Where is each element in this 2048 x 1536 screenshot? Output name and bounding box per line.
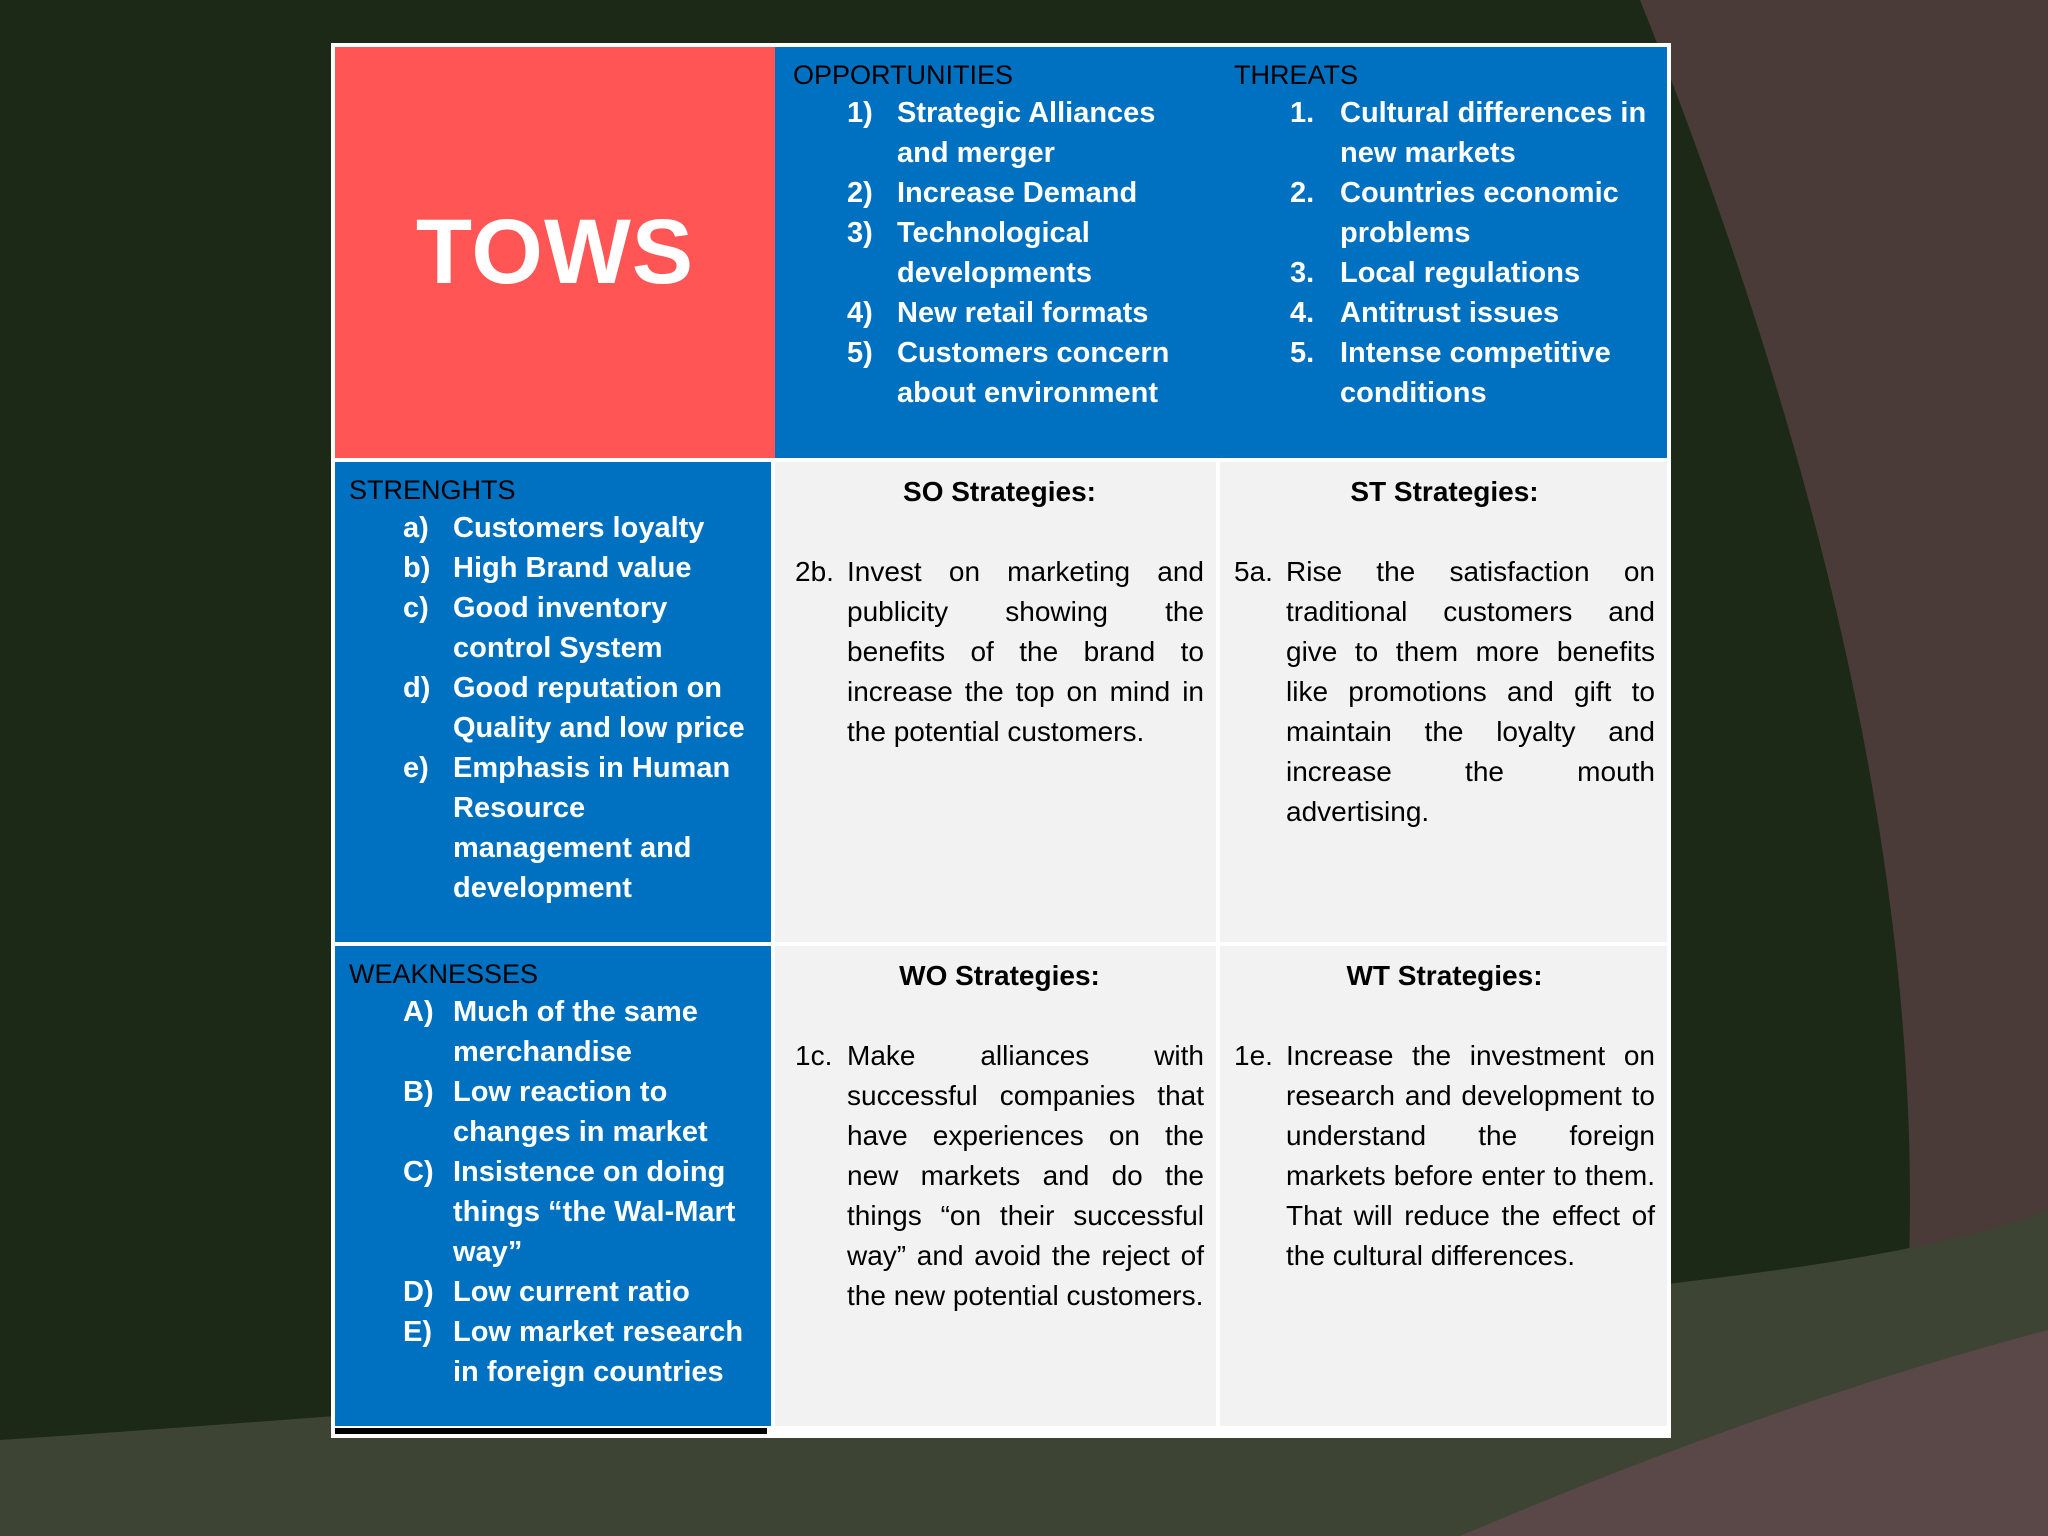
title-cell	[335, 47, 775, 458]
list-item: 4. Antitrust issues	[1290, 297, 1560, 329]
opportunities-cell	[775, 47, 1220, 458]
wt-strategies-title: WT Strategies:	[1346, 960, 1543, 991]
list-item: 5) Customers concern about environment	[847, 337, 1170, 409]
threats-cell	[1220, 47, 1667, 458]
list-item: a) Customers loyalty	[403, 512, 705, 544]
list-item: D) Low current ratio	[403, 1276, 690, 1308]
opportunities-heading: OPPORTUNITIES	[793, 60, 1014, 90]
weaknesses-cell	[335, 946, 771, 1426]
list-item: e) Emphasis in Human Resource management and development	[403, 752, 731, 904]
st-strategies-cell	[1220, 462, 1667, 942]
weaknesses-heading: WEAKNESSES	[349, 959, 539, 989]
list-item: 1) Strategic Alliances and merger	[847, 97, 1156, 169]
list-item: 3. Local regulations	[1290, 257, 1581, 289]
list-item: A) Much of the same merchandise	[403, 996, 698, 1068]
opportunities-list	[793, 93, 1210, 413]
strengths-list	[349, 508, 761, 908]
st-strategy-text: 5a. Rise the satisfaction on traditional customers and give to them more benefits like promotions and gift to maintain the loyalty and increase the mouth advertising.	[1234, 556, 1655, 827]
list-item: d) Good reputation on Quality and low price	[403, 672, 745, 744]
weaknesses-list	[349, 992, 761, 1392]
strengths-cell	[335, 462, 771, 942]
so-strategies-cell	[775, 462, 1216, 942]
so-strategy-text: 2b. Invest on marketing and publicity showing the benefits of the brand to increase the top on mind in the potential customers.	[795, 556, 1204, 747]
list-item: B) Low reaction to changes in market	[403, 1076, 708, 1148]
list-item: 1. Cultural differences in new markets	[1290, 97, 1647, 169]
so-strategies-title: SO Strategies:	[903, 476, 1096, 507]
list-item: 3) Technological developments	[847, 217, 1092, 289]
wo-strategy-text: 1c. Make alliances with successful companies that have experiences on the new markets and do the things “on their successful way” and avoid the reject of the new potential customers.	[795, 1040, 1204, 1311]
list-item: b) High Brand value	[403, 552, 692, 584]
strengths-heading: STRENGHTS	[349, 475, 516, 505]
list-item: c) Good inventory control System	[403, 592, 668, 664]
wo-strategies-cell	[775, 946, 1216, 1426]
wt-strategy-text: 1e. Increase the investment on research and development to understand the foreign markets before enter to them. That will reduce the effect of the cultural differences.	[1234, 1040, 1655, 1271]
list-item: C) Insistence on doing things “the Wal-Mart way”	[403, 1156, 736, 1268]
threats-heading: THREATS	[1234, 60, 1359, 90]
list-item: E) Low market research in foreign countries	[403, 1316, 744, 1388]
list-item: 2) Increase Demand	[847, 177, 1138, 209]
list-item: 5. Intense competitive conditions	[1290, 337, 1611, 409]
st-strategies-title: ST Strategies:	[1350, 476, 1539, 507]
list-item: 4) New retail formats	[847, 297, 1149, 329]
threats-list	[1234, 93, 1657, 413]
wo-strategies-title: WO Strategies:	[899, 960, 1100, 991]
tows-matrix	[331, 43, 1671, 1438]
matrix-title: TOWS	[415, 201, 695, 303]
wt-strategies-cell	[1220, 946, 1667, 1426]
bottom-border	[335, 1428, 767, 1434]
list-item: 2. Countries economic problems	[1290, 177, 1619, 249]
